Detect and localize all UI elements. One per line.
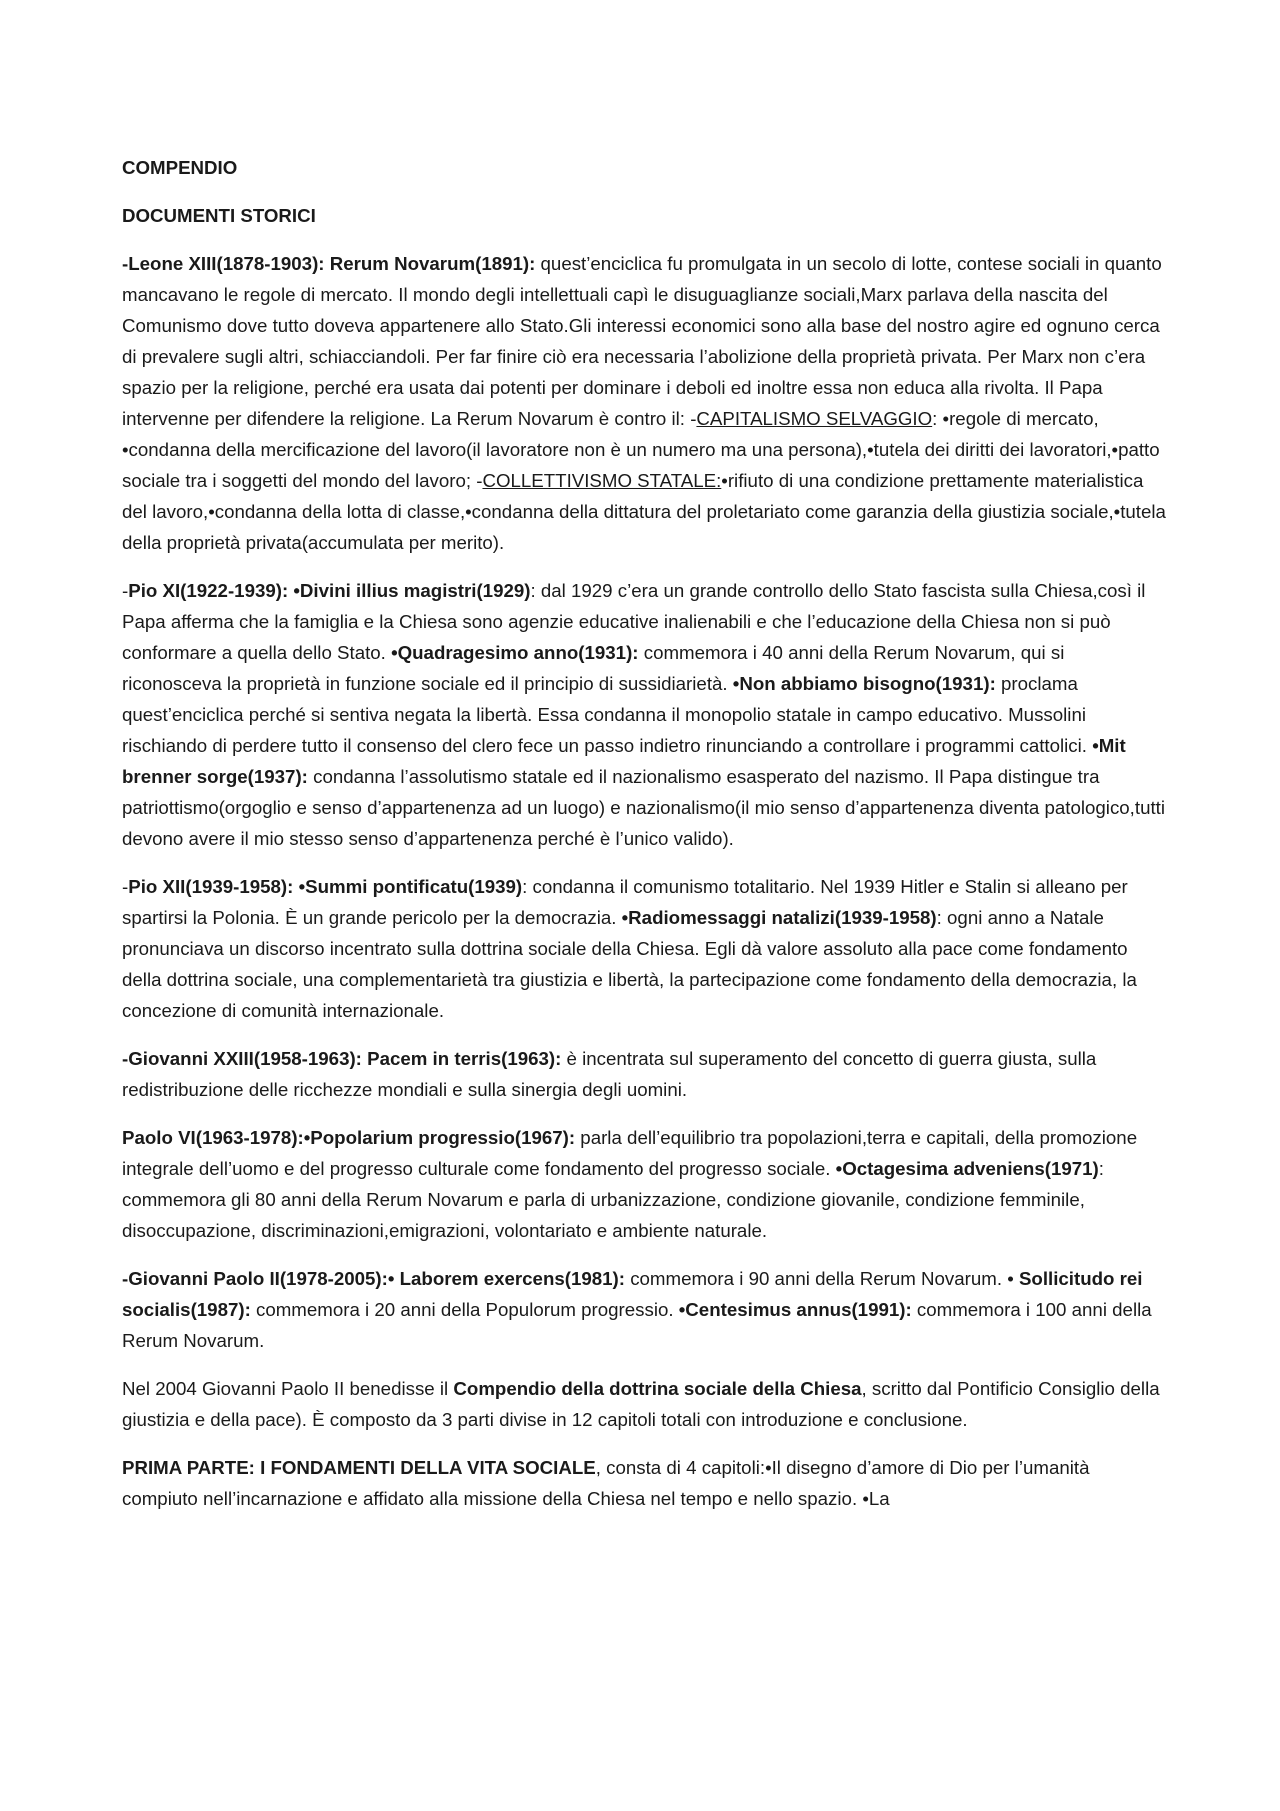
paragraph: [122, 575, 1168, 854]
bold-text: •Quadragesimo anno(1931):: [391, 642, 639, 663]
text-run: , consta di 4 capitoli:•Il disegno d’amore di Dio per l’umanità compiuto nell’incarnazione e affidato alla missione della Chiesa nel tempo e nello spazio. •La: [122, 1457, 1090, 1509]
bold-text: PRIMA PARTE: I FONDAMENTI DELLA VITA SOCIALE: [122, 1457, 596, 1478]
bold-text: -Leone XIII(1878-1903): Rerum Novarum(1891):: [122, 253, 536, 274]
text-run: : dal 1929 c’era un grande controllo dello Stato fascista sulla Chiesa,così il Papa afferma che la famiglia e la Chiesa sono agenzie educative inalienabili e che l’educazione della Chiesa non si può conformare a quella dello Stato.: [122, 580, 1146, 663]
text-run: -: [122, 580, 129, 601]
bold-text: -Giovanni XXIII(1958-1963): Pacem in terris(1963):: [122, 1048, 562, 1069]
bold-text: Pio XII(1939-1958): •Summi pontificatu(1939): [128, 876, 523, 897]
underlined-text: COLLETTIVISMO STATALE:: [482, 470, 722, 491]
text-run: •rifiuto di una condizione prettamente materialistica del lavoro,•condanna della lotta di classe,•condanna della dittatura del proletariato come garanzia della giustizia sociale,•tutela della proprietà privata(accumulata per merito).: [122, 470, 1166, 553]
text-run: , scritto dal Pontificio Consiglio della giustizia e della pace). È composto da 3 parti divise in 12 capitoli totali con introduzione e conclusione.: [122, 1378, 1160, 1430]
paragraph: [122, 248, 1168, 558]
bold-text: •Octagesima adveniens(1971): [835, 1158, 1099, 1179]
bold-text: Pio XI(1922-1939): •Divini illius magistri(1929): [128, 580, 531, 601]
text-run: parla dell’equilibrio tra popolazioni,terra e capitali, della promozione integrale dell’uomo e del progresso culturale come fondamento del progresso sociale.: [122, 1127, 1138, 1179]
text-run: commemora i 20 anni della Populorum progressio.: [250, 1299, 679, 1320]
bold-text: Compendio della dottrina sociale della Chiesa: [453, 1378, 862, 1399]
text-run: -: [122, 876, 129, 897]
text-run: quest’enciclica fu promulgata in un secolo di lotte, contese sociali in quanto mancavano le regole di mercato. Il mondo degli intellettuali capì le disuguaglianze sociali,Marx parlava della nascita del Comunismo dove tutto doveva appartenere allo Stato.Gli interessi economici sono alla base del nostro agire ed ognuno cerca di prevalere sugli altri, schiacciandoli. Per far finire ciò era necessaria l’abolizione della proprietà privata. Per Marx non c’era spazio per la religione, perché era usata dai potenti per dominare i deboli ed inoltre essa non educa alla rivolta. Il Papa intervenne per difendere la religione. La Rerum Novarum è contro il: -: [122, 253, 1162, 429]
paragraph: [122, 1452, 1168, 1514]
paragraph: [122, 1043, 1168, 1105]
bold-text: Paolo VI(1963-1978):•Popolarium progressio(1967):: [122, 1127, 576, 1148]
paragraph: [122, 1263, 1168, 1356]
text-run: è incentrata sul superamento del concetto di guerra giusta, sulla redistribuzione delle ricchezze mondiali e sulla sinergia degli uomini.: [122, 1048, 1097, 1100]
document-title: COMPENDIO: [122, 157, 238, 178]
text-run: : condanna il comunismo totalitario. Nel 1939 Hitler e Stalin si alleano per spartirsi la Polonia. È un grande pericolo per la democrazia.: [122, 876, 1128, 928]
bold-text: •Centesimus annus(1991):: [678, 1299, 912, 1320]
document-page: [122, 152, 1168, 1531]
text-run: : •regole di mercato, •condanna della mercificazione del lavoro(il lavoratore non è un numero ma una persona),•tutela dei diritti dei lavoratori,•patto sociale tra i soggetti del mondo del lavoro; -: [122, 408, 1160, 491]
bold-text: -Giovanni Paolo II(1978-2005):• Laborem exercens(1981):: [122, 1268, 625, 1289]
text-run: : ogni anno a Natale pronunciava un discorso incentrato sulla dottrina sociale della Chiesa. Egli dà valore assoluto alla pace come fondamento della dottrina sociale, una complementarietà tra giustizia e libertà, la partecipazione come fondamento della democrazia, la concezione di comunità internazionale.: [122, 907, 1137, 1021]
document-body: [122, 248, 1168, 1514]
text-run: commemora i 90 anni della Rerum Novarum. •: [625, 1268, 1019, 1289]
paragraph: [122, 1122, 1168, 1246]
text-run: Nel 2004 Giovanni Paolo II benedisse il: [122, 1378, 454, 1399]
section-heading: DOCUMENTI STORICI: [122, 205, 316, 226]
bold-text: •Mit brenner sorge(1937):: [122, 735, 1126, 787]
text-run: commemora i 40 anni della Rerum Novarum, qui si riconosceva la proprietà in funzione sociale ed il principio di sussidiarietà.: [122, 642, 1065, 694]
bold-text: •Radiomessaggi natalizi(1939-1958): [621, 907, 937, 928]
text-run: proclama quest’enciclica perché si sentiva negata la libertà. Essa condanna il monopolio statale in campo educativo. Mussolini rischiando di perdere tutto il consenso del clero fece un passo indietro rinunciando a controllare i programmi cattolici.: [122, 673, 1093, 756]
underlined-text: CAPITALISMO SELVAGGIO: [696, 408, 933, 429]
text-run: : commemora gli 80 anni della Rerum Novarum e parla di urbanizzazione, condizione giovanile, condizione femminile, disoccupazione, discriminazioni,emigrazioni, volontariato e ambiente naturale.: [122, 1158, 1104, 1241]
bold-text: •Non abbiamo bisogno(1931):: [732, 673, 996, 694]
text-run: commemora i 100 anni della Rerum Novarum.: [122, 1299, 1152, 1351]
paragraph: [122, 871, 1168, 1026]
text-run: condanna l’assolutismo statale ed il nazionalismo esasperato del nazismo. Il Papa distingue tra patriottismo(orgoglio e senso d’appartenenza ad un luogo) e nazionalismo(il mio senso d’appartenenza diventa patologico,tutti devono avere il mio stesso senso d’appartenenza perché è l’unico valido).: [122, 766, 1165, 849]
paragraph: [122, 1373, 1168, 1435]
bold-text: Sollicitudo rei socialis(1987):: [122, 1268, 1143, 1320]
